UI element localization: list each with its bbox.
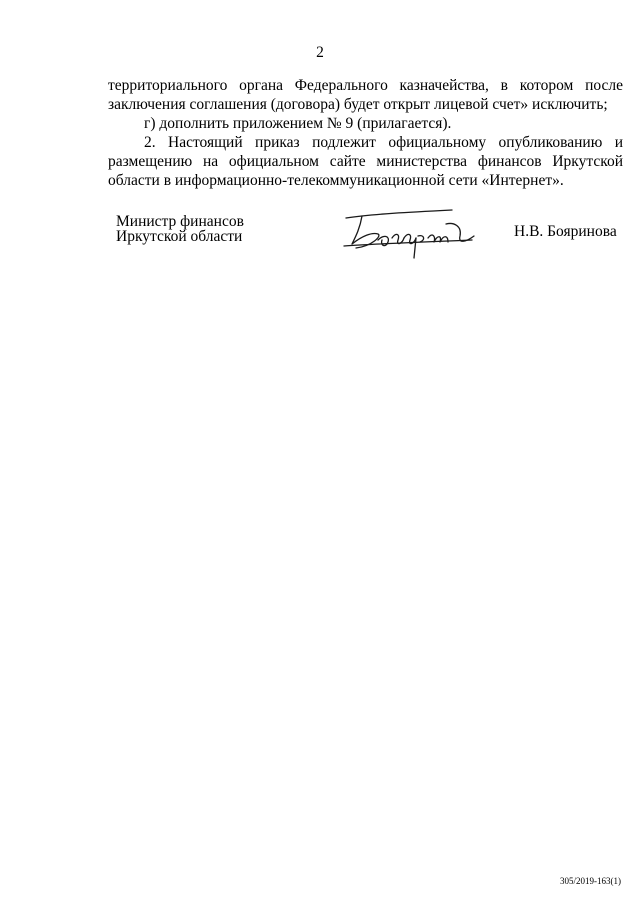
paragraph-2 <box>108 133 623 190</box>
signatory-title <box>116 214 244 244</box>
signatory-title-line: Иркутской области <box>116 228 243 245</box>
text-line: области в информационно-телекоммуникационной сети «Интернет». <box>108 172 564 189</box>
document-body <box>108 76 623 190</box>
signatory-name: Н.В. Бояринова <box>514 223 617 240</box>
document-id: 305/2019-163(1) <box>560 876 621 886</box>
text-line: заключения соглашения (договора) будет открыт лицевой счет» исключить; <box>108 96 608 113</box>
text-line: 2. Настоящий приказ подлежит официальному опубликованию и <box>144 134 623 151</box>
handwritten-signature <box>342 206 482 266</box>
page-number: 2 <box>316 44 324 61</box>
paragraph-continuation <box>108 76 623 114</box>
paragraph-item-g: г) дополнить приложением № 9 (прилагается). <box>144 115 452 132</box>
text-line: территориального органа Федерального казначейства, в котором после <box>108 77 623 94</box>
text-line: размещению на официальном сайте министерства финансов Иркутской <box>108 153 623 170</box>
signatory-title-line: Министр финансов <box>116 213 244 230</box>
